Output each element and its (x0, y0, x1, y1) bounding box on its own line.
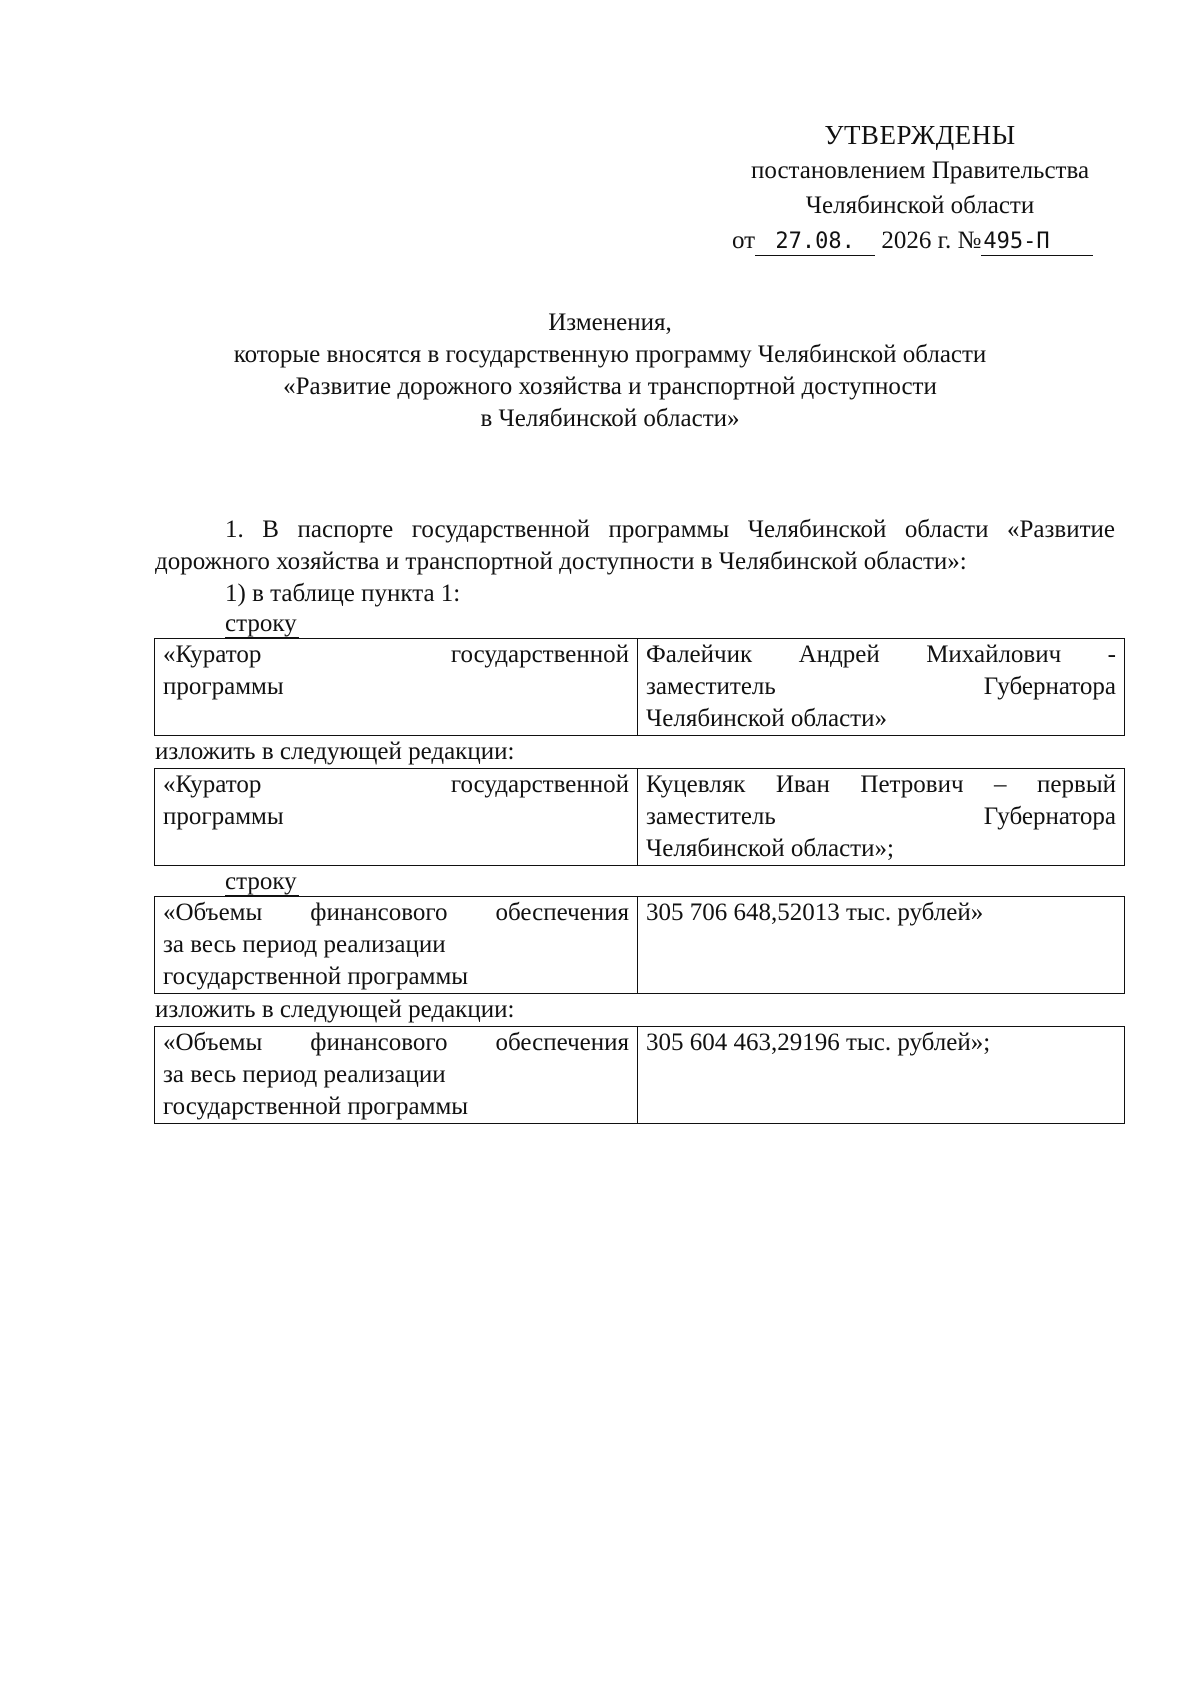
cell-line: государственной программы (163, 963, 469, 990)
table-cell-label (155, 639, 638, 736)
table-curator-new (154, 768, 1125, 866)
cell-line (163, 769, 629, 801)
approval-title: УТВЕРЖДЕНЫ (824, 120, 1016, 150)
table-cell-label (155, 897, 638, 994)
cell-line: заместитель Губернатора (646, 803, 1116, 830)
row-label-2 (155, 868, 1115, 896)
table-row (155, 639, 1125, 736)
cell-line: заместитель Губернатора (646, 673, 1116, 700)
cell-text: государственной (450, 771, 629, 798)
approval-line-2: Челябинской области (805, 192, 1035, 219)
year-text: 2026 г. № (881, 227, 982, 254)
approval-line-1: постановлением Правительства (750, 157, 1090, 184)
row-label-2-text: строку (225, 868, 297, 895)
heading-line-1: Изменения, (548, 309, 672, 336)
table-funding-old (154, 896, 1125, 994)
document-heading (150, 307, 1070, 435)
paragraph-subitem-1: 1) в таблице пункта 1: (225, 580, 461, 607)
cell-text: государственной (450, 641, 629, 668)
replace-label-1: изложить в следующей редакции: (155, 738, 515, 765)
cell-line: за весь период реализации (163, 1061, 446, 1088)
cell-line: Челябинской области»; (646, 835, 894, 862)
approval-block (720, 118, 1120, 258)
cell-line (163, 639, 629, 671)
cell-line: Челябинской области» (646, 705, 887, 732)
replace-label-2: изложить в следующей редакции: (155, 996, 515, 1023)
date-prefix: от (732, 227, 756, 254)
table-row (155, 1027, 1125, 1124)
date-field: 27.08. (755, 229, 875, 256)
approval-date-line (732, 223, 1120, 258)
cell-line: «Объемы финансового обеспечения (163, 1029, 629, 1056)
cell-line: государственной программы (163, 1093, 469, 1120)
row-label-1-text: строку (225, 610, 297, 637)
table-cell-value (638, 769, 1125, 866)
table-row (155, 769, 1125, 866)
table-funding-new (154, 1026, 1125, 1124)
heading-line-4: в Челябинской области» (480, 405, 740, 432)
table-cell-label (155, 769, 638, 866)
cell-text: «Куратор (163, 641, 262, 668)
cell-line: Фалейчик Андрей Михайлович - (646, 641, 1116, 668)
table-cell-value (638, 639, 1125, 736)
cell-text: «Куратор (163, 771, 262, 798)
cell-line: 305 706 648,52013 тыс. рублей» (646, 899, 984, 926)
row-label-1 (155, 610, 1115, 638)
table-cell-value (638, 1027, 1125, 1124)
document-number-field: 495-П (981, 229, 1093, 256)
cell-line: «Объемы финансового обеспечения (163, 899, 629, 926)
cell-line: за весь период реализации (163, 931, 446, 958)
table-curator-old (154, 638, 1125, 736)
document-body (155, 514, 1115, 1124)
cell-line: Куцевляк Иван Петрович – первый (646, 771, 1116, 798)
table-cell-label (155, 1027, 638, 1124)
cell-line: 305 604 463,29196 тыс. рублей»; (646, 1029, 991, 1056)
table-cell-value (638, 897, 1125, 994)
paragraph-item-1: 1. В паспорте государственной программы Челябинской области «Развитие дорожного хозяйства и транспортной доступности в Челябинской области»: (155, 516, 1115, 575)
heading-line-3: «Развитие дорожного хозяйства и транспортной доступности (283, 373, 937, 400)
cell-line: программы (163, 673, 284, 700)
heading-line-2: которые вносятся в государственную программу Челябинской области (233, 341, 987, 368)
table-row (155, 897, 1125, 994)
cell-line: программы (163, 803, 284, 830)
